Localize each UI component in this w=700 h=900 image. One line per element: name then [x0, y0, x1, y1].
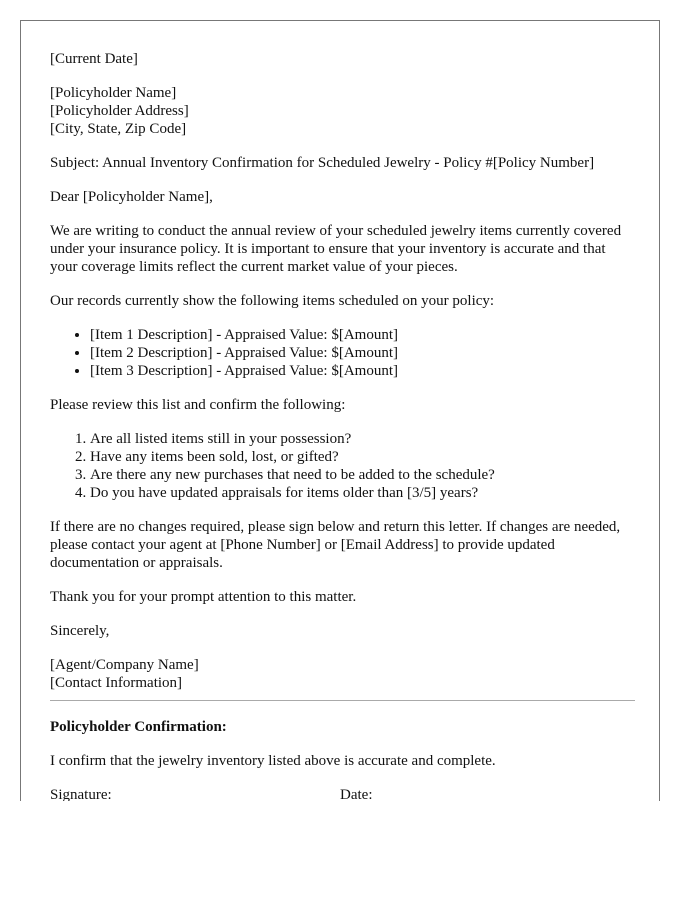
list-item: 1. Are all listed items still in your possession? — [90, 430, 635, 448]
confirmation-questions-list — [50, 430, 635, 502]
letter-closing: Sincerely, — [50, 623, 110, 639]
list-item: • [Item 1 Description] - Appraised Value: $[Amount] — [90, 326, 635, 344]
sender-company: [Agent/Company Name] — [50, 657, 199, 673]
recipient-address: [Policyholder Address] — [50, 103, 189, 119]
records-intro: Our records currently show the following items scheduled on your policy: — [50, 293, 495, 309]
scheduled-items-list — [50, 326, 635, 380]
confirmation-heading: Policyholder Confirmation: — [50, 719, 227, 735]
letter-intro: We are writing to conduct the annual review of your scheduled jewelry items currently covered under your insurance policy. It is important to ensure that your inventory is accurate and that your coverage limits reflect the current market value of your pieces. — [50, 223, 622, 275]
recipient-address-block — [50, 84, 635, 138]
signature-row — [50, 786, 635, 801]
sender-contact: [Contact Information] — [50, 675, 183, 691]
signature-label: Signature: — [50, 787, 112, 801]
letter-content — [50, 50, 635, 801]
recipient-name: [Policyholder Name] — [50, 85, 177, 101]
section-divider — [50, 700, 635, 701]
list-item: 4. Do you have updated appraisals for items older than [3/5] years? — [90, 484, 635, 502]
recipient-city-state-zip: [City, State, Zip Code] — [50, 121, 187, 137]
letter-salutation: Dear [Policyholder Name], — [50, 189, 213, 205]
letter-page — [20, 20, 660, 801]
letter-date: [Current Date] — [50, 51, 138, 67]
letter-instructions: If there are no changes required, please sign below and return this letter. If changes are needed, please contact your agent at [Phone Number] or [Email Address] to provide updated documentation or appraisals. — [50, 519, 621, 571]
list-item: • [Item 2 Description] - Appraised Value: $[Amount] — [90, 344, 635, 362]
letter-subject: Subject: Annual Inventory Confirmation for Scheduled Jewelry - Policy #[Policy Number] — [50, 155, 595, 171]
date-label: Date: — [340, 787, 373, 801]
list-item: 3. Are there any new purchases that need to be added to the schedule? — [90, 466, 635, 484]
confirmation-statement: I confirm that the jewelry inventory listed above is accurate and complete. — [50, 753, 496, 769]
sender-block — [50, 656, 635, 692]
review-intro: Please review this list and confirm the following: — [50, 397, 346, 413]
list-item: 2. Have any items been sold, lost, or gifted? — [90, 448, 635, 466]
list-item: • [Item 3 Description] - Appraised Value: $[Amount] — [90, 362, 635, 380]
letter-thanks: Thank you for your prompt attention to this matter. — [50, 589, 357, 605]
